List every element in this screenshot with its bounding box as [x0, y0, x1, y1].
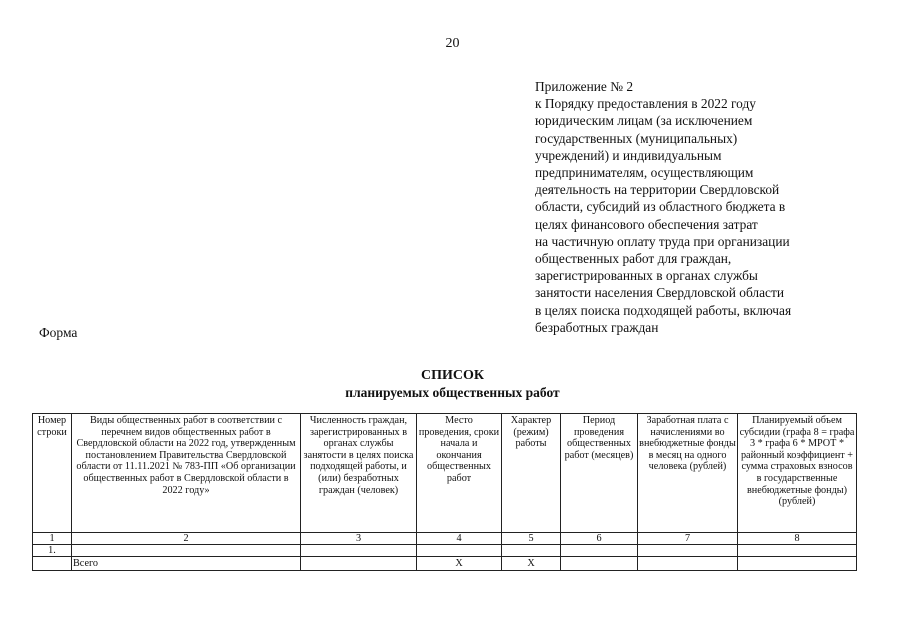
appendix-line: в целях поиска подходящей работы, включая: [535, 302, 792, 318]
appendix-line: предпринимателям, осуществляющим: [535, 165, 754, 181]
appendix-line: деятельность на территории Свердловской: [535, 182, 780, 198]
table-cell: 1.: [33, 545, 72, 557]
header-work-mode: Характер (режим) работы: [502, 414, 561, 533]
appendix-line: учреждений) и индивидуальным: [535, 147, 722, 163]
page-number: 20: [445, 36, 460, 51]
header-work-types: Виды общественных работ в соответствии с перечнем видов общественных работ в Свердловской области на 2022 год, утвержденным постановлением Правительства Свердловской области от 11.11.2021 № 783-ПП «Об организации общественных работ в Свердловской области в 2022 году»: [72, 414, 301, 533]
appendix-block: [535, 78, 875, 336]
header-period: Период проведения общественных работ (месяцев): [561, 414, 638, 533]
column-number: 4: [417, 533, 502, 545]
column-number: 8: [738, 533, 857, 545]
table-cell: [638, 557, 738, 571]
document-subtitle: планируемых общественных работ: [345, 385, 560, 400]
table-header-row: [33, 414, 857, 533]
table-cell: [738, 557, 857, 571]
header-place-dates: Место проведения, сроки начала и окончания общественных работ: [417, 414, 502, 533]
table-cell: [738, 545, 857, 557]
total-row: [33, 557, 857, 571]
form-label: Форма: [39, 325, 78, 340]
header-citizens-count: Численность граждан, зарегистрированных в органах службы занятости в целях поиска подходящей работы, и (или) безработных граждан (человек): [301, 414, 417, 533]
table-cell: [561, 545, 638, 557]
appendix-line: целях финансового обеспечения затрат: [535, 216, 758, 232]
column-number: 7: [638, 533, 738, 545]
column-number: 1: [33, 533, 72, 545]
column-number: 2: [72, 533, 301, 545]
table-cell: [72, 545, 301, 557]
table-row: [33, 545, 857, 557]
appendix-line: государственных (муниципальных): [535, 130, 738, 146]
header-row-number: Номер строки: [33, 414, 72, 533]
column-number: 5: [502, 533, 561, 545]
appendix-line: безработных граждан: [535, 319, 659, 335]
table-cell: [502, 545, 561, 557]
table-cell: [301, 545, 417, 557]
column-number: 6: [561, 533, 638, 545]
table-cell: [33, 557, 72, 571]
appendix-line: занятости населения Свердловской области: [535, 285, 785, 301]
appendix-line: на частичную оплату труда при организации: [535, 233, 790, 249]
table-cell: [417, 545, 502, 557]
header-subsidy: Планируемый объем субсидии (графа 8 = графа 3 * графа 6 * МРОТ * районный коэффициент + сумма страховых взносов в государственные внебюджетные фонды) (рублей): [738, 414, 857, 533]
column-number: 3: [301, 533, 417, 545]
document-title: СПИСОК: [420, 368, 485, 383]
total-label: Всего: [72, 557, 301, 571]
appendix-line: зарегистрированных в органах службы: [535, 268, 758, 284]
column-number-row: [33, 533, 857, 545]
table-cell: X: [502, 557, 561, 571]
planned-works-table: [32, 413, 857, 571]
appendix-line: области, субсидий из областного бюджета в: [535, 199, 786, 215]
table-cell: [561, 557, 638, 571]
header-salary: Заработная плата с начислениями во внебюджетные фонды в месяц на одного человека (рублей): [638, 414, 738, 533]
table-cell: [638, 545, 738, 557]
appendix-line: юридическим лицам (за исключением: [535, 113, 753, 129]
appendix-line: общественных работ для граждан,: [535, 251, 732, 267]
table-cell: [301, 557, 417, 571]
appendix-line: Приложение № 2: [535, 79, 634, 94]
table-cell: X: [417, 557, 502, 571]
appendix-line: к Порядку предоставления в 2022 году: [535, 96, 757, 112]
